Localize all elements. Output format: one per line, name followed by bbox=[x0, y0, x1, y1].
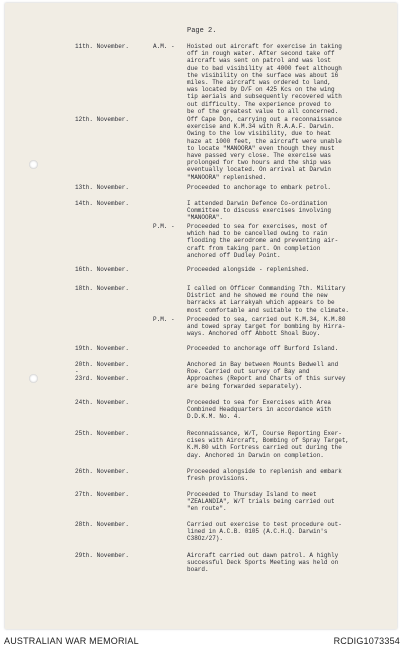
entry-date: 24th. November. bbox=[75, 399, 130, 406]
entry-date: 26th. November. bbox=[75, 468, 130, 475]
entry-text: Off Cape Don, carrying out a reconnaissance exercise and K.M.34 with R.A.A.F. Darwin. Owing to the low visibility, due to heat haze at 1000 feet, the aircraft were unable to locate "MANOORA" even though they must have passed very close. The exercise was prolonged for two hours and the ship was eventually located. On arrival at Darwin "MANOORA" replenished. bbox=[187, 116, 342, 181]
entry-text: Proceeded to sea, carried out K.M.34, K.M.80 and towed spray target for bombing by Hirra- ways. Anchored off Abbott Shoal Buoy. bbox=[187, 316, 346, 338]
entry-text: Aircraft carried out dawn patrol. A highly successful Deck Sports Meeting was held on board. bbox=[187, 552, 339, 574]
entry-date: 14th. November. bbox=[75, 200, 130, 207]
entry-text: Proceeded to sea for exercises, most of which had to be cancelled owing to rain flooding the aerodrome and preventing air- craft from taking part. On completion anchored off Dudley Point. bbox=[187, 223, 339, 259]
entry-date: 29th. November. bbox=[75, 552, 130, 559]
entry-date: 13th. November. bbox=[75, 184, 130, 191]
archive-credit: AUSTRALIAN WAR MEMORIAL bbox=[4, 636, 139, 646]
entry-date: 27th. November. bbox=[75, 491, 130, 498]
entry-text: Carried out exercise to test procedure out- lined in A.C.B. 0105 (A.C.H.Q. Darwin's C38Oz/27). bbox=[187, 521, 342, 543]
entry-date: 19th. November. bbox=[75, 345, 130, 352]
page-number: Page 2. bbox=[187, 27, 217, 35]
entry-time: A.M. - bbox=[153, 43, 175, 50]
entry-date: 28th. November. bbox=[75, 521, 130, 528]
entry-time: P.M. - bbox=[153, 223, 175, 230]
entry-text: Hoisted out aircraft for exercise in taking off in rough water. After second take off aircraft was sent on patrol and was lost due to bad visibility at 4000 feet although the visibility on the surface was about 16 miles. The aircraft was ordered to land, was located by D/F on 425 Kcs on the wing tip aerials and subsequently recovered with out difficulty. The experience proved to be of the greatest value to all concerned. bbox=[187, 43, 342, 115]
entry-text: Proceeded to anchorage to embark petrol. bbox=[187, 184, 332, 191]
entry-date: 20th. November. - 23rd. November. bbox=[75, 361, 130, 383]
entry-text: Proceeded to Thursday Island to meet "ZEALANDIA", W/T trials being carried out "en route". bbox=[187, 491, 335, 513]
entry-time: P.M. - bbox=[153, 316, 175, 323]
entry-date: 25th. November. bbox=[75, 430, 130, 437]
entry-text: Proceeded alongside - replenished. bbox=[187, 266, 310, 273]
entry-text: Reconnaissance, W/T, Course Reporting Exer- cises with Aircraft, Bombing of Spray Target, K.M.80 with Fortress carried out during the day. Anchored in Darwin on completion. bbox=[187, 430, 350, 459]
entry-date: 11th. November. bbox=[75, 43, 130, 50]
entry-text: I attended Darwin Defence Co-ordination Committee to discuss exercises involving "MANOORA". bbox=[187, 200, 332, 222]
entry-text: Anchored in Bay between Mounts Bedwell and Roe. Carried out survey of Bay and Approaches (Report and Charts of this survey are being forwarded separately). bbox=[187, 361, 346, 390]
entry-text: Proceeded to sea for Exercises with Area Combined Headquarters in accordance with D.D.K.M. No. 4. bbox=[187, 399, 332, 421]
entry-text: Proceeded alongside to replenish and embark fresh provisions. bbox=[187, 468, 342, 483]
punch-hole bbox=[29, 374, 38, 383]
punch-hole bbox=[29, 160, 38, 169]
document-page bbox=[5, 3, 397, 629]
entry-text: I called on Officer Commanding 7th. Military District and he showed me round the new barracks at Larrakyah which appears to be most comfortable and suitable to the climate. bbox=[187, 285, 350, 314]
record-id: RCDIG1073354 bbox=[333, 636, 400, 646]
entry-date: 18th. November. bbox=[75, 285, 130, 292]
entry-date: 12th. November. bbox=[75, 116, 130, 123]
entry-text: Proceeded to anchorage off Burford Island. bbox=[187, 345, 339, 352]
entry-date: 16th. November. bbox=[75, 266, 130, 273]
